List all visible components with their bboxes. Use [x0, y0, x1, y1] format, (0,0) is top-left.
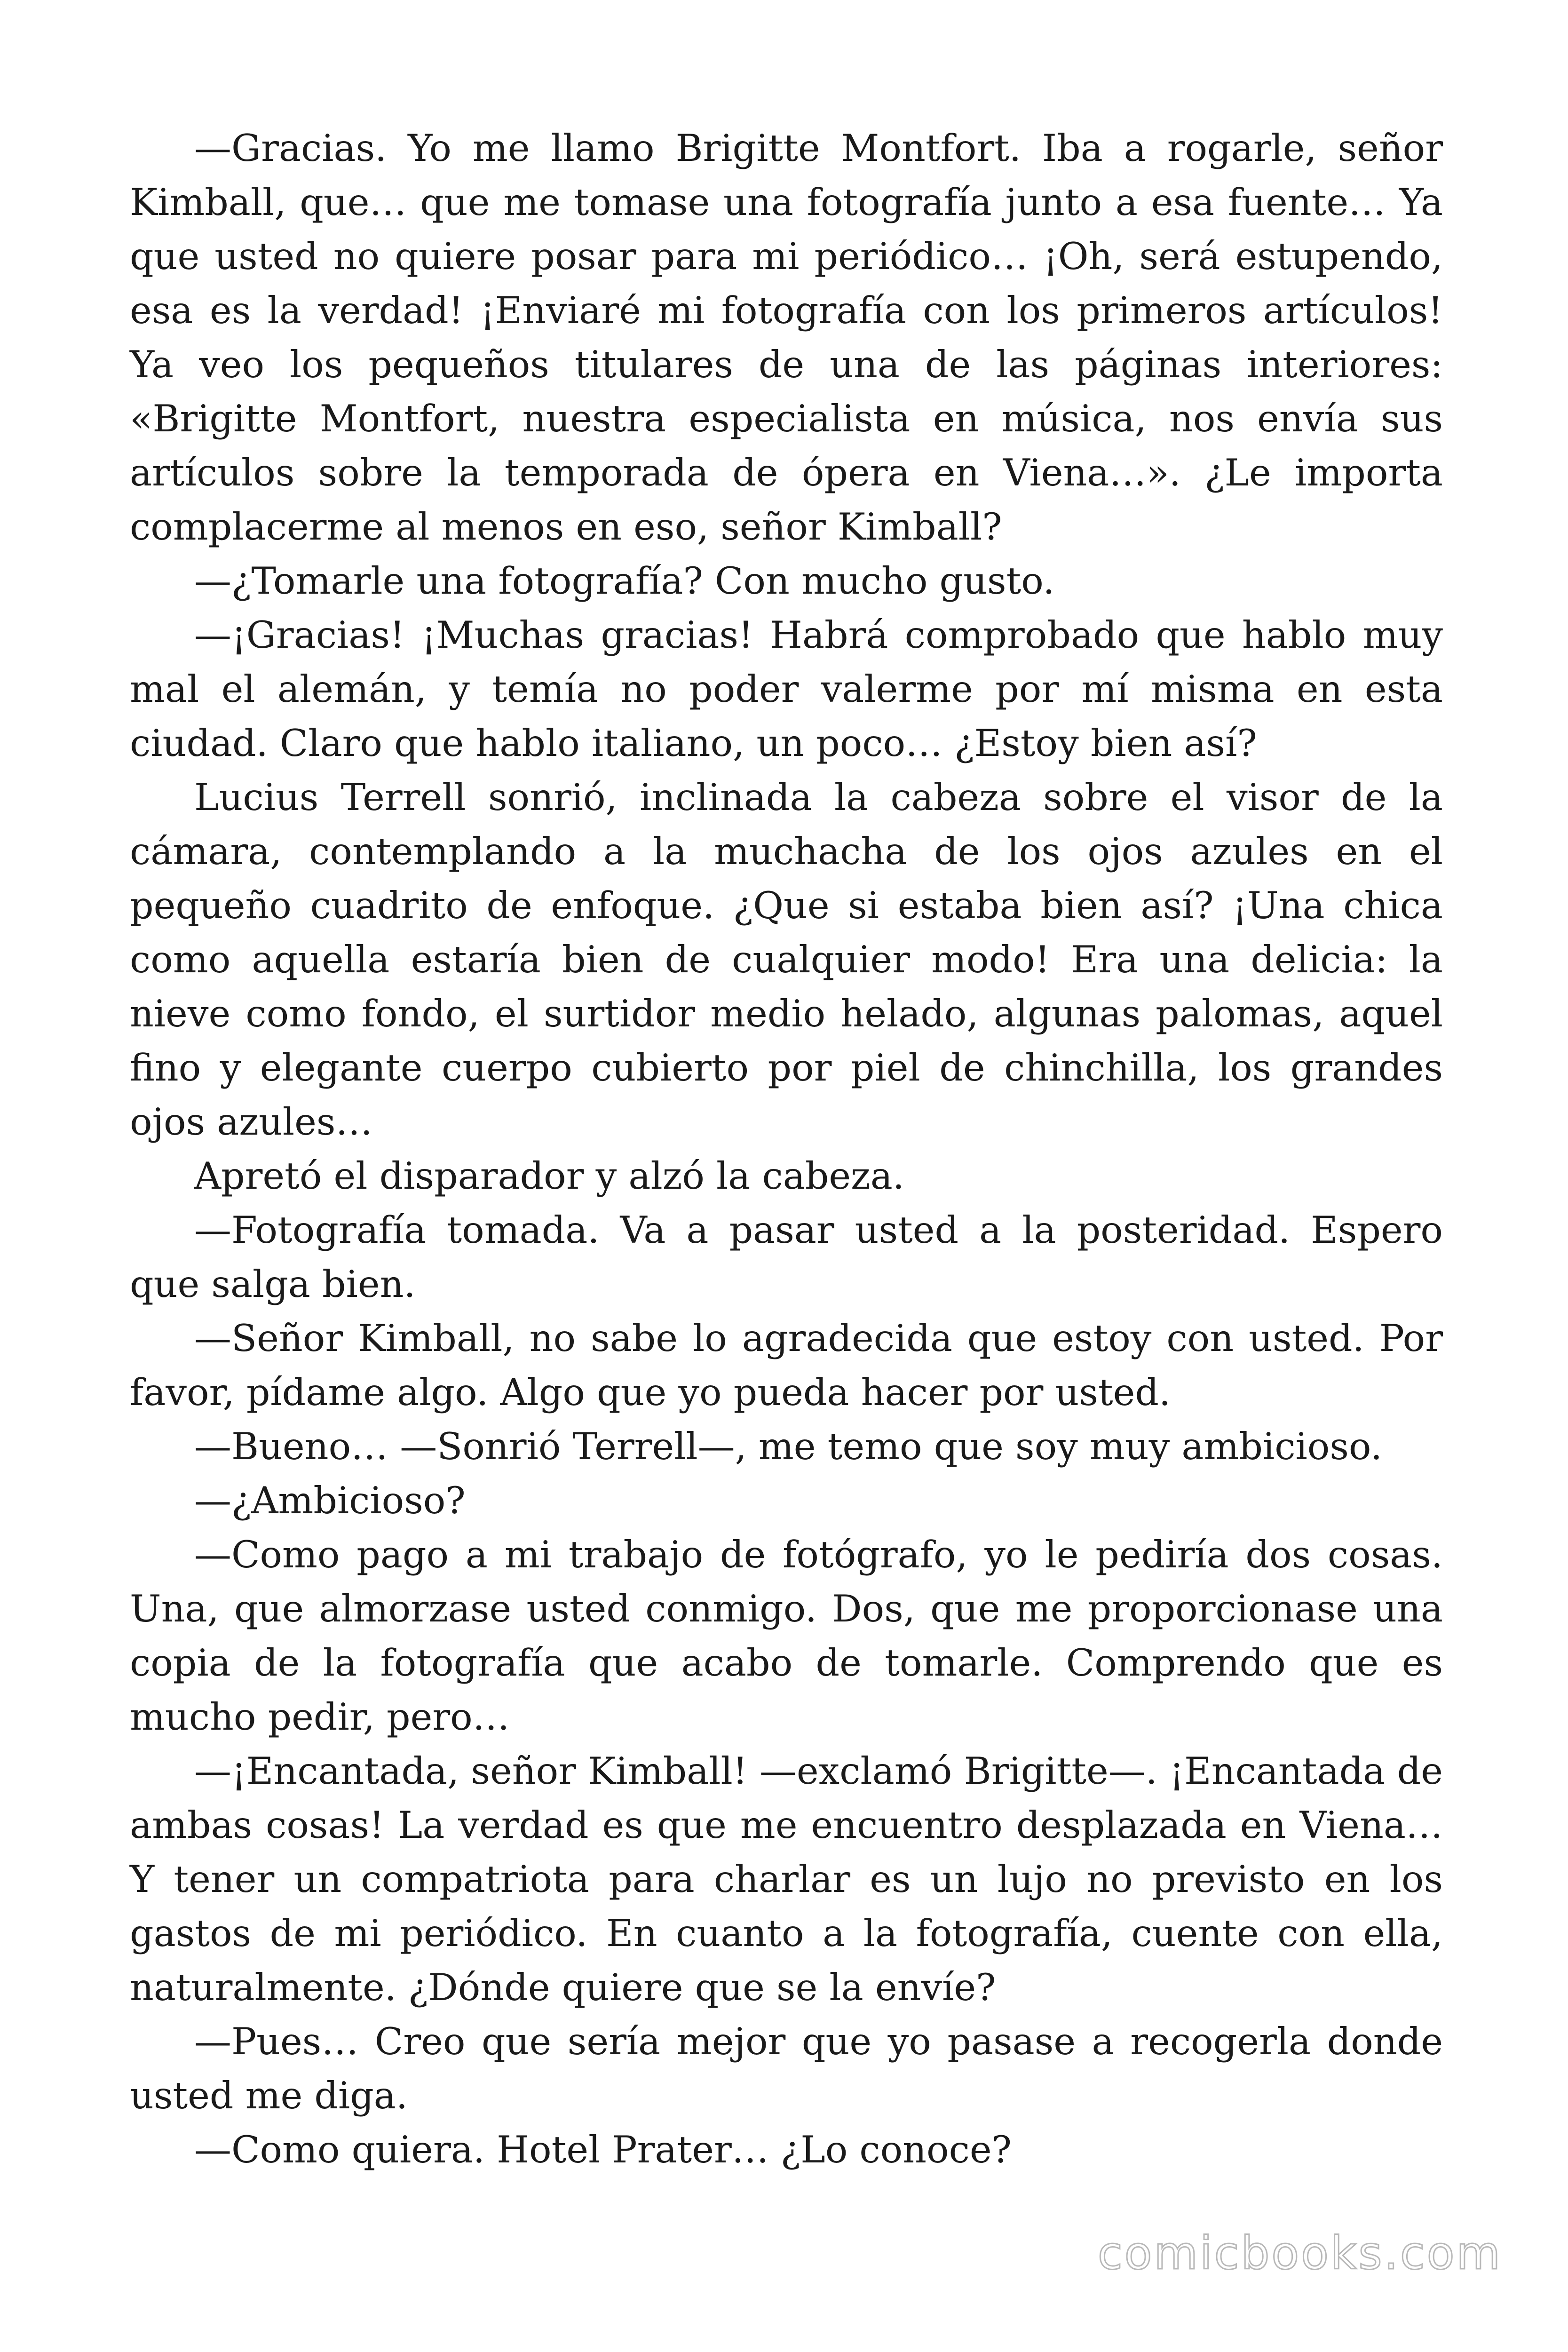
paragraph: —Señor Kimball, no sabe lo agradecida que estoy con usted. Por favor, pídame algo. Algo que yo pueda hacer por usted. [130, 1317, 1443, 1414]
paragraph: —¡Encantada, señor Kimball! —exclamó Brigitte—. ¡Encantada de ambas cosas! La verdad es que me encuentro desplazada en Viena… Y tener un compatriota para charlar es un lujo no previsto en los gastos de mi periódico. En cuanto a la fotografía, cuente con ella, naturalmente. ¿Dónde quiere que se la envíe? [130, 1749, 1443, 2009]
paragraph: —¿Ambicioso? [194, 1479, 466, 1522]
paragraph: —¡Gracias! ¡Muchas gracias! Habrá comprobado que hablo muy mal el alemán, y temía no poder valerme por mí misma en esta ciudad. Claro que hablo italiano, un poco… ¿Estoy bien así? [130, 613, 1443, 765]
paragraph: Apretó el disparador y alzó la cabeza. [194, 1154, 904, 1198]
paragraph: Lucius Terrell sonrió, inclinada la cabeza sobre el visor de la cámara, contemplando a la muchacha de los ojos azules en el pequeño cuadrito de enfoque. ¿Que si estaba bien así? ¡Una chica como aquella estaría bien de cualquier modo! Era una delicia: la nieve como fondo, el surtidor medio helado, algunas palomas, aquel fino y elegante cuerpo cubierto por piel de chinchilla, los grandes ojos azules… [130, 776, 1443, 1144]
paragraph: —Como pago a mi trabajo de fotógrafo, yo le pediría dos cosas. Una, que almorzase usted conmigo. Dos, que me proporcionase una copia de la fotografía que acabo de tomarle. Comprendo que es mucho pedir, pero… [130, 1533, 1443, 1739]
paragraph: —¿Tomarle una fotografía? Con mucho gusto. [194, 559, 1055, 603]
paragraph: —Pues… Creo que sería mejor que yo pasase a recogerla donde usted me diga. [130, 2020, 1443, 2117]
watermark: comicbooks.com [1097, 2227, 1502, 2280]
body-text [130, 121, 1443, 2177]
paragraph: —Como quiera. Hotel Prater… ¿Lo conoce? [194, 2128, 1012, 2171]
paragraph: —Bueno… —Sonrió Terrell—, me temo que soy muy ambicioso. [194, 1425, 1383, 1468]
paragraph: —Fotografía tomada. Va a pasar usted a la posteridad. Espero que salga bien. [130, 1208, 1443, 1306]
paragraph: —Gracias. Yo me llamo Brigitte Montfort. Iba a rogarle, señor Kimball, que… que me tomase una fotografía junto a esa fuente… Ya que usted no quiere posar para mi periódico… ¡Oh, será estupendo, esa es la verdad! ¡Enviaré mi fotografía con los primeros artículos! Ya veo los pequeños titulares de una de las páginas interiores: «Brigitte Montfort, nuestra especialista en música, nos envía sus artículos sobre la temporada de ópera en Viena…». ¿Le importa complacerme al menos en eso, señor Kimball? [130, 127, 1443, 548]
